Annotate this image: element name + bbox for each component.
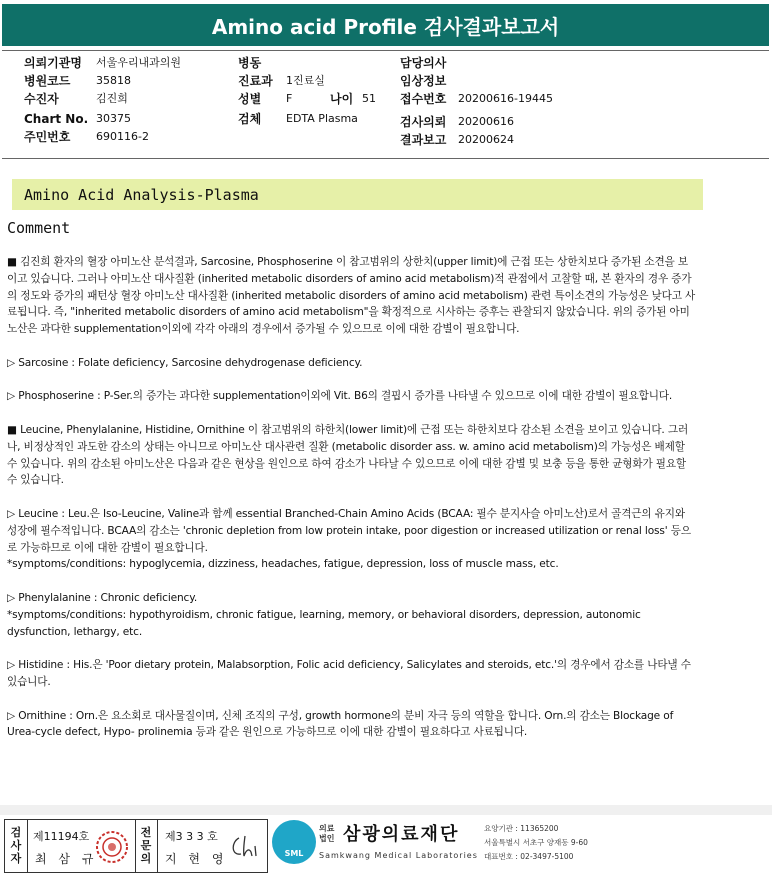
org-name: 삼광의료재단 (343, 824, 460, 845)
paragraph-gap (7, 691, 697, 708)
ward-label: 병동 (238, 56, 262, 70)
paragraph-gap (7, 338, 697, 355)
comment-paragraph: *symptoms/conditions: hypothyroidism, chronic fatigue, learning, memory, or behavioral disorders, depression, autonomic dysfunction, lethargy, etc. (7, 608, 641, 638)
contact-code: 요양기관 : 11365200 (484, 824, 559, 833)
paragraph-gap (7, 573, 697, 590)
resident-no-label: 주민번호 (24, 130, 71, 144)
dept-label: 진료과 (238, 74, 273, 88)
comment-paragraph: ▷ Phenylalanine : Chronic deficiency. (7, 591, 198, 604)
report-title-bar (2, 4, 769, 46)
info-top-rule (2, 50, 769, 51)
receipt-no-label: 접수번호 (400, 92, 447, 106)
report-title: Amino acid Profile 검사결과보고서 (211, 14, 560, 39)
hospital-label: 의뢰기관명 (24, 56, 82, 70)
dept-value: 1진료실 (286, 74, 325, 87)
resident-no-value: 690116-2 (96, 130, 149, 143)
info-bottom-rule (2, 158, 769, 159)
specimen-value: EDTA Plasma (286, 112, 358, 125)
comment-paragraph: ▷ Phosphoserine : P-Ser.의 증가는 과다한 supplementation이외에 Vit. B6의 결핍시 증가를 나타낼 수 있으므로 이에 대한 감별이 필요합니다. (7, 390, 673, 403)
comment-heading: Comment (7, 219, 71, 237)
chart-no-value: 30375 (96, 112, 131, 125)
hospital-code-label: 병원코드 (24, 74, 71, 88)
patient-value: 김진희 (96, 92, 128, 105)
org-contact (484, 822, 588, 864)
patient-label: 수진자 (24, 92, 59, 106)
specialist-license: 제3 3 3 호 (165, 830, 218, 843)
specialist-name: 지 현 영 (165, 852, 228, 866)
logo-text: SML (284, 849, 304, 858)
age-label: 나이 (330, 92, 354, 106)
age-value: 51 (362, 92, 376, 105)
footer-divider (0, 805, 772, 815)
signature-box (4, 819, 268, 873)
specialist-label: 전 문 의 (140, 826, 152, 865)
chart-no-label: Chart No. (24, 112, 89, 126)
section-header (12, 179, 703, 210)
signature-separator (157, 820, 158, 872)
patient-info-panel (2, 50, 769, 160)
request-date-label: 검사의뢰 (400, 115, 447, 129)
sex-label: 성별 (238, 92, 262, 106)
signature-separator (135, 820, 136, 872)
signature-separator (27, 820, 28, 872)
contact-phone: 대표번호 : 02-3497-5100 (484, 852, 574, 861)
comment-paragraph: ■ Leucine, Phenylalanine, Histidine, Ornithine 이 참고범위의 하한치(lower limit)에 근접 또는 하한치보다 감소된 소견을 보이고 있습니다. 그러나, 비정상적인 과도한 감소의 상태는 아니므로 아미노산 대사관련 질환 (metabolic disorder ass. w. amino acid metabolism)의 가능성은 배제할 수 있습니다. 위의 감소된 아미노산은 다음과 같은 현상을 원인으로 하여 감소가 나타날 수 있으므로 이에 대한 감별 및 보충 등을 통한 균형화가 필요할 수 있습니다. (7, 423, 689, 487)
hospital-value: 서울우리내과의원 (96, 56, 182, 69)
sex-value: F (286, 92, 293, 105)
sml-logo-icon (272, 820, 316, 864)
report-date-label: 결과보고 (400, 133, 447, 147)
section-title: Amino Acid Analysis-Plasma (24, 185, 259, 204)
hospital-code-value: 35818 (96, 74, 131, 87)
specimen-label: 검체 (238, 112, 262, 126)
paragraph-gap (7, 405, 697, 422)
examiner-name: 최 삼 규 (35, 852, 98, 866)
examiner-label: 검 사 자 (10, 826, 22, 865)
paragraph-gap (7, 640, 697, 657)
comment-paragraph: ▷ Sarcosine : Folate deficiency, Sarcosine dehydrogenase deficiency. (7, 356, 363, 369)
comment-paragraph: ▷ Ornithine : Orn.은 요소회로 대사물질이며, 신체 조직의 구성, growth hormone의 분비 자극 등의 역할을 합니다. Orn.의 감소는 Blockage of Urea-cycle defect, Hypo- prolinemia 등과 같은 원인으로 가능하므로 이에 대한 감별이 필요하다고 사료됩니다. (7, 709, 674, 739)
clinical-info-label: 임상정보 (400, 74, 447, 88)
comment-body (7, 254, 697, 741)
examiner-license: 제11194호 (33, 830, 90, 843)
doctor-label: 담당의사 (400, 56, 447, 70)
org-english-name: Samkwang Medical Laboratories (319, 851, 478, 860)
report-date-value: 20200624 (458, 133, 514, 146)
request-date-value: 20200616 (458, 115, 514, 128)
comment-paragraph: ▷ Leucine : Leu.은 Iso-Leucine, Valine과 함께 essential Branched-Chain Amino Acids (BCAA: 필수 분지사슬 아미노산)로서 골격근의 유지와 성장에 필수적입니다. BCAA의 감소는 'chronic depletion from low protein intake, poor digestion or increased utilization or renal loss' 등으로 가능하므로 이에 대한 감별이 필요합니다. (7, 507, 691, 554)
examiner-seal (95, 830, 129, 864)
org-prefix: 의료 법인 (319, 824, 335, 843)
contact-address: 서울특별시 서초구 양재동 9-60 (484, 838, 588, 847)
comment-paragraph: ■ 김진희 환자의 혈장 아미노산 분석결과, Sarcosine, Phosphoserine 이 참고범위의 상한치(upper limit)에 근접 또는 상한치보다 증가된 소견을 보이고 있습니다. 그러나 아미노산 대사질환 (inherited metabolic disorders of amino acid metabolism)적 관점에서 고찰할 때, 본 환자의 경우 증가의 정도와 증가의 패턴상 혈장 아미노산 대사질환 (inherited metabolic disorders of amino acid metabolism) 관련 특이소견의 가능성은 낮다고 사료됩니다. 즉, "inherited metabolic disorders of amino acid metabolism"을 확정적으로 시사하는 증후는 관찰되지 않았습니다. 위의 증가된 아미노산은 과다한 supplementation이외에 각각 아래의 경우에서 증가될 수 있으므로 이에 대한 감별이 필요합니다. (7, 256, 696, 336)
receipt-no-value: 20200616-19445 (458, 92, 553, 105)
paragraph-gap (7, 489, 697, 506)
comment-paragraph: ▷ Histidine : His.은 'Poor dietary protein, Malabsorption, Folic acid deficiency, Salicylates and steroids, etc.'의 경우에서 감소를 나타낼 수 있습니다. (7, 659, 691, 688)
paragraph-gap (7, 372, 697, 389)
comment-paragraph: *symptoms/conditions: hypoglycemia, dizziness, headaches, fatigue, depression, loss of muscle mass, etc. (7, 558, 559, 571)
specialist-signature (227, 828, 263, 864)
